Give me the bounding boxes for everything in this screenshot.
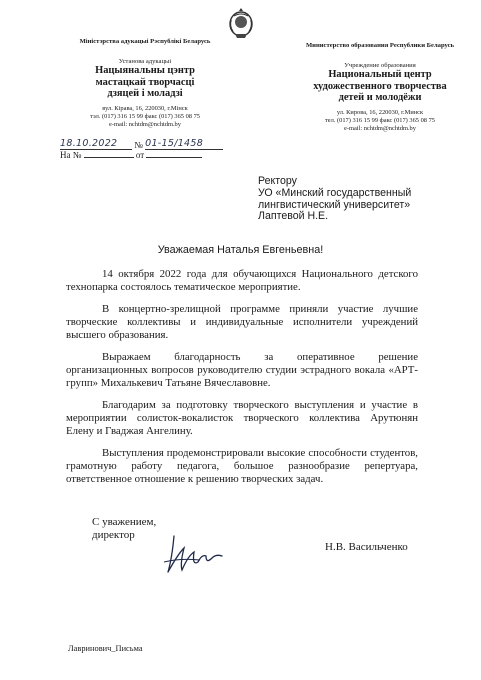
paragraph: В концертно-зрелищной программе приняли участие лучшие творческие коллективы и индивидуальные исполнители учреждений высшего образования. — [66, 303, 418, 341]
header-right — [294, 42, 466, 133]
addressee-line: лингвистический университет» — [258, 198, 411, 211]
institution-type-ru: Учреждение образования — [344, 62, 416, 69]
registration-line — [60, 138, 230, 150]
addressee-line: Ректору — [258, 175, 297, 187]
signer-name: Н.В. Васильченко — [325, 541, 408, 553]
address-be: вул. Кірава, 16, 220030, г.Мінск тэл. (017) 316 15 99 факс (017) 365 08 75 e-mail: nchtdm@nchtdm.by — [90, 104, 200, 128]
ministry-name-be: Міністэрства адукацыі Рэспублікі Беларусь — [79, 38, 211, 45]
closing-text: С уважением, — [92, 516, 157, 528]
addressee-block — [258, 176, 458, 223]
reference-line — [60, 150, 202, 160]
paragraph: 14 октября 2022 года для обучающихся Национального детского технопарка состоялось тематическое мероприятие. — [66, 268, 418, 293]
institution-type-be: Установа адукацыі — [118, 58, 172, 65]
handwritten-signature-icon — [160, 528, 230, 580]
addressee-line: УО «Минский государственный — [258, 186, 412, 199]
paragraph: Выражаем благодарность за оперативное решение организационных вопросов руководителю студии эстрадного вокала «АРТ-групп» Михалькевич Татьяне Вячеславовне. — [66, 351, 418, 389]
paragraph: Выступления продемонстрировали высокие способности студентов, грамотную работу педагога, большое разнообразие репертуара, ответственное отношение к решению творческих задач. — [66, 447, 418, 485]
institution-name-be: Нацыянальны цэнтр мастацкай творчасці дзяцей і моладзі — [95, 65, 195, 99]
footer-note: Лавринович_Письма — [68, 644, 143, 653]
state-emblem-icon — [226, 6, 256, 40]
addressee-line: Лаптевой Н.Е. — [258, 210, 329, 223]
paragraph: Благодарим за подготовку творческого выступления и участие в мероприятии солисток-вокалисток творческого коллектива Арутюнян Елену и Гваджая Ангелину. — [66, 399, 418, 437]
registration-date: 18.10.2022 — [60, 138, 118, 149]
ministry-name-ru: Министерство образования Республики Беларусь — [305, 42, 455, 49]
address-ru: ул. Кирова, 16, 220030, г.Минск тел. (017) 316 15 99 факс (017) 365 08 75 e-mail: nchtdm@nchtdm.by — [325, 108, 435, 132]
registration-number: 01-15/1458 — [145, 138, 204, 149]
letter-body — [66, 268, 418, 495]
salutation: Уважаемая Наталья Евгеньевна! — [157, 244, 324, 256]
number-sign: № — [134, 140, 143, 150]
header-left — [60, 38, 230, 129]
signature-closing — [92, 516, 156, 542]
reference-label: На № — [60, 150, 82, 160]
signer-position: директор — [92, 529, 135, 541]
reference-from-label: от — [135, 150, 145, 160]
institution-name-ru: Национальный центр художественного творчества детей и молодёжи — [313, 69, 447, 103]
